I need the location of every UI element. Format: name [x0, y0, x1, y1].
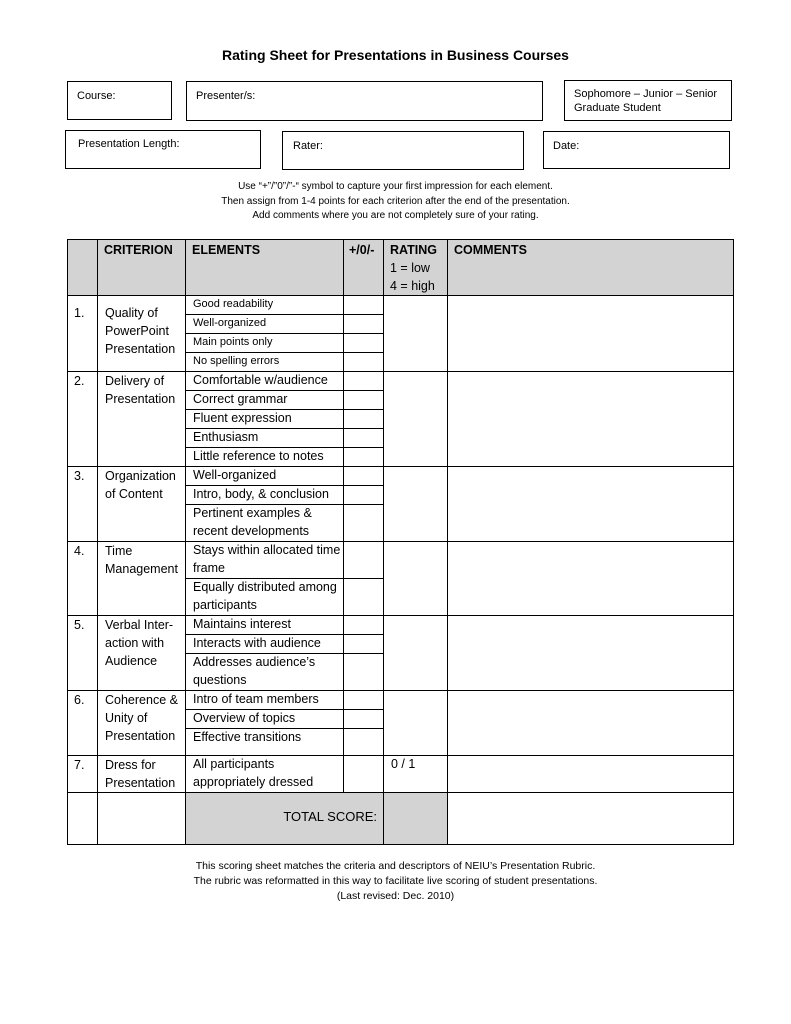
criterion-name: Dress for Presentation	[98, 756, 186, 793]
rating-cell[interactable]	[384, 616, 448, 691]
rater-label: Rater:	[293, 140, 323, 152]
symbol-cell[interactable]	[344, 448, 384, 467]
table-row	[68, 296, 734, 315]
header-criterion: CRITERION	[98, 240, 186, 296]
symbol-cell[interactable]	[344, 429, 384, 448]
symbol-cell[interactable]	[344, 391, 384, 410]
page-title: Rating Sheet for Presentations in Business Courses	[222, 47, 569, 63]
header-symbol: +/0/-	[344, 240, 384, 296]
element-cell: Maintains interest	[186, 616, 344, 635]
element-cell: Addresses audience’s questions	[186, 654, 344, 691]
table-row	[68, 372, 734, 391]
symbol-cell[interactable]	[344, 296, 384, 315]
total-empty-cell	[68, 793, 98, 845]
header-num	[68, 240, 98, 296]
rater-field[interactable]	[282, 131, 524, 170]
element-cell: Good readability	[186, 296, 344, 315]
course-label: Course:	[77, 90, 116, 102]
element-cell: Enthusiasm	[186, 429, 344, 448]
symbol-cell[interactable]	[344, 691, 384, 710]
comments-cell[interactable]	[448, 296, 734, 372]
total-score-cell[interactable]	[384, 793, 448, 845]
element-cell: Pertinent examples & recent developments	[186, 505, 344, 542]
footer-line: This scoring sheet matches the criteria and descriptors of NEIU’s Presentation Rubric.	[195, 860, 596, 872]
element-cell: Well-organized	[186, 315, 344, 334]
symbol-cell[interactable]	[344, 616, 384, 635]
presenters-label: Presenter/s:	[196, 90, 256, 102]
footer-line: (Last revised: Dec. 2010)	[336, 890, 455, 902]
header-comments: COMMENTS	[448, 240, 734, 296]
criterion-number: 5.	[68, 616, 98, 691]
criterion-name: Organization of Content	[98, 467, 186, 542]
symbol-cell[interactable]	[344, 710, 384, 729]
table-row	[68, 467, 734, 486]
symbol-cell[interactable]	[344, 467, 384, 486]
instruction-line: Use “+”/”0”/”-“ symbol to capture your first impression for each element.	[238, 181, 553, 192]
element-cell: Well-organized	[186, 467, 344, 486]
criterion-name: Delivery of Presentation	[98, 372, 186, 467]
rating-high: 4 = high	[390, 279, 435, 293]
criterion-number: 4.	[68, 542, 98, 616]
rating-heading: RATING	[390, 243, 437, 257]
criterion-name: Coherence & Unity of Presentation	[98, 691, 186, 756]
table-header-row	[68, 240, 734, 296]
total-empty-cell	[98, 793, 186, 845]
symbol-cell[interactable]	[344, 729, 384, 756]
course-field[interactable]	[67, 81, 172, 120]
rating-cell[interactable]	[384, 691, 448, 756]
symbol-cell[interactable]	[344, 654, 384, 691]
header-elements: ELEMENTS	[186, 240, 344, 296]
symbol-cell[interactable]	[344, 410, 384, 429]
rating-cell[interactable]	[384, 542, 448, 616]
criterion-number: 6.	[68, 691, 98, 756]
criterion-number: 7.	[68, 756, 98, 793]
rating-low: 1 = low	[390, 261, 430, 275]
total-comments-cell[interactable]	[448, 793, 734, 845]
rating-cell[interactable]	[384, 372, 448, 467]
student-level-field[interactable]	[564, 80, 732, 121]
criterion-name: Quality of PowerPoint Presentation	[98, 296, 186, 372]
element-cell: Interacts with audience	[186, 635, 344, 654]
comments-cell[interactable]	[448, 542, 734, 616]
comments-cell[interactable]	[448, 616, 734, 691]
symbol-cell[interactable]	[344, 579, 384, 616]
element-cell: Intro of team members	[186, 691, 344, 710]
comments-cell[interactable]	[448, 467, 734, 542]
symbol-cell[interactable]	[344, 756, 384, 793]
symbol-cell[interactable]	[344, 542, 384, 579]
comments-cell[interactable]	[448, 372, 734, 467]
total-row	[68, 793, 734, 845]
element-cell: Effective transitions	[186, 729, 344, 756]
date-label: Date:	[553, 140, 580, 152]
presentation-length-field[interactable]	[65, 130, 261, 169]
level-graduate: Graduate Student	[574, 102, 661, 114]
rating-cell[interactable]	[384, 296, 448, 372]
instruction-line: Add comments where you are not completely sure of your rating.	[252, 210, 539, 221]
criterion-number: 1.	[68, 296, 98, 372]
comments-cell[interactable]	[448, 756, 734, 793]
symbol-cell[interactable]	[344, 334, 384, 353]
element-cell: Little reference to notes	[186, 448, 344, 467]
table-row	[68, 691, 734, 710]
symbol-cell[interactable]	[344, 505, 384, 542]
element-cell: Correct grammar	[186, 391, 344, 410]
element-cell: Equally distributed among participants	[186, 579, 344, 616]
presenters-field[interactable]	[186, 81, 543, 121]
footer-note	[0, 859, 791, 904]
table-row	[68, 542, 734, 579]
element-cell: All participants appropriately dressed	[186, 756, 344, 793]
symbol-cell[interactable]	[344, 372, 384, 391]
footer-line: The rubric was reformatted in this way to facilitate live scoring of student presentations.	[193, 875, 598, 887]
instruction-line: Then assign from 1-4 points for each criterion after the end of the presentation.	[221, 195, 570, 207]
symbol-cell[interactable]	[344, 486, 384, 505]
presentation-length-label: Presentation Length:	[78, 138, 180, 150]
criterion-number: 2.	[68, 372, 98, 467]
element-cell: No spelling errors	[186, 353, 344, 372]
criterion-number: 3.	[68, 467, 98, 542]
header-rating	[384, 240, 448, 296]
element-cell: Overview of topics	[186, 710, 344, 729]
element-cell: Comfortable w/audience	[186, 372, 344, 391]
symbol-cell[interactable]	[344, 353, 384, 372]
level-options: Sophomore – Junior – Senior	[574, 88, 718, 100]
rating-cell[interactable]	[384, 467, 448, 542]
element-cell: Stays within allocated time frame	[186, 542, 344, 579]
criterion-name: Time Management	[98, 542, 186, 616]
rating-cell[interactable]: 0 / 1	[384, 756, 448, 793]
element-cell: Main points only	[186, 334, 344, 353]
table-row	[68, 756, 734, 793]
table-row	[68, 616, 734, 635]
symbol-cell[interactable]	[344, 635, 384, 654]
symbol-cell[interactable]	[344, 315, 384, 334]
criterion-name: Verbal Inter-action with Audience	[98, 616, 186, 691]
element-cell: Intro, body, & conclusion	[186, 486, 344, 505]
rubric-table	[67, 239, 734, 845]
total-score-label: TOTAL SCORE:	[186, 793, 384, 845]
element-cell: Fluent expression	[186, 410, 344, 429]
date-field[interactable]	[543, 131, 730, 169]
instructions	[0, 180, 791, 224]
comments-cell[interactable]	[448, 691, 734, 756]
